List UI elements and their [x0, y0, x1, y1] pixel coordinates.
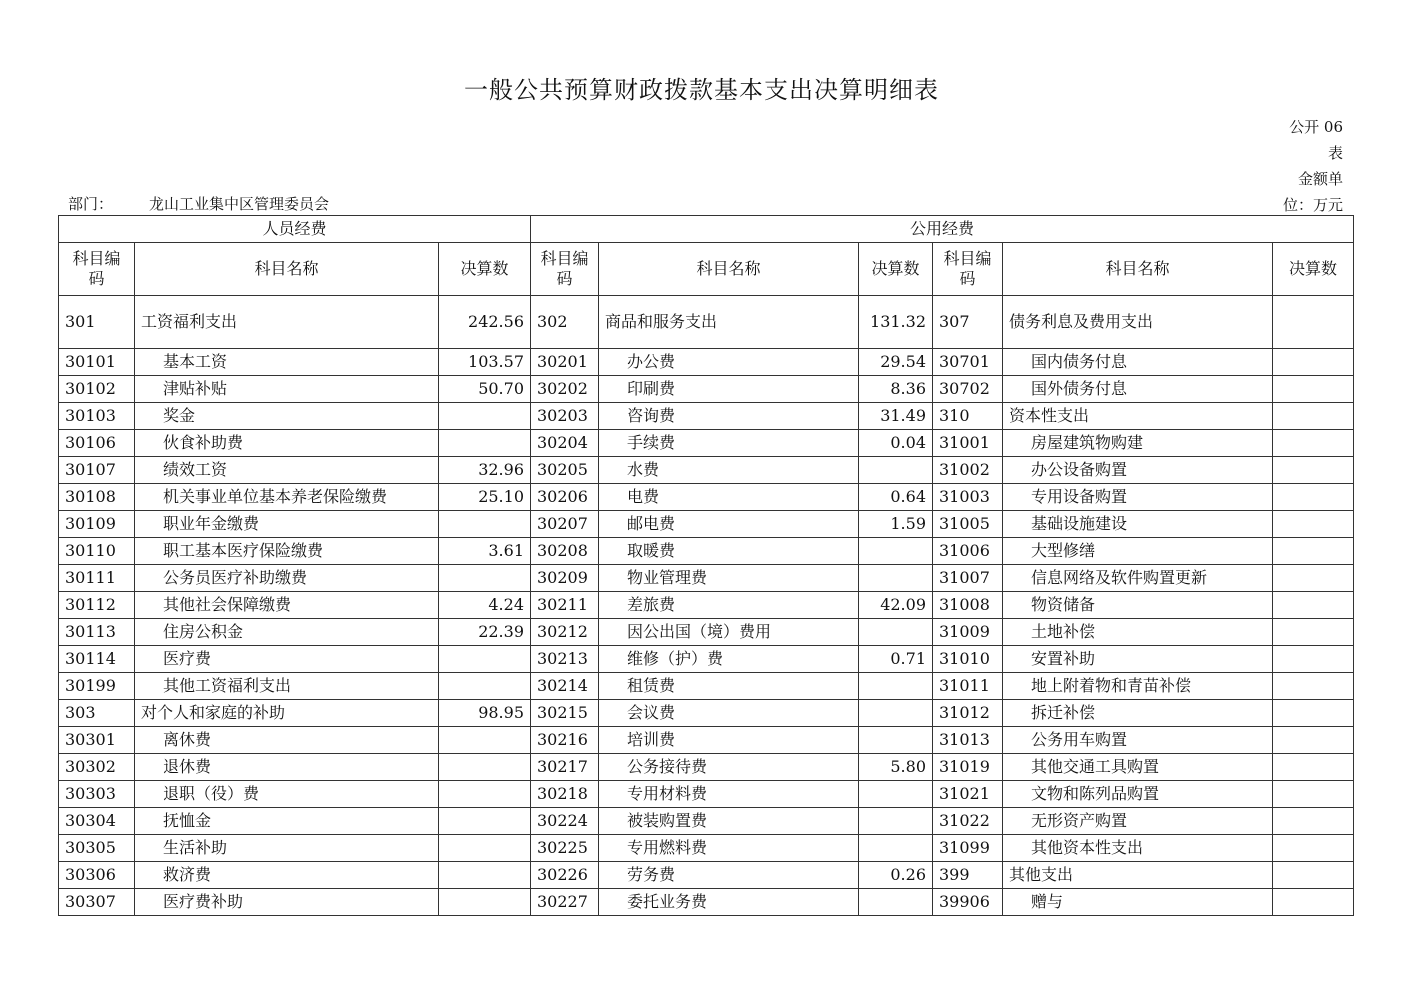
cell-amount1 — [439, 808, 531, 835]
cell-amount3 — [1273, 376, 1354, 403]
cell-name2: 专用燃料费 — [599, 835, 859, 862]
cell-amount1 — [439, 673, 531, 700]
cell-amount2 — [859, 457, 933, 484]
cell-amount3 — [1273, 835, 1354, 862]
cell-code1: 301 — [59, 296, 135, 349]
group-personnel: 人员经费 — [59, 216, 531, 243]
cell-code3: 399 — [933, 862, 1003, 889]
cell-code2: 30226 — [531, 862, 599, 889]
cell-name3: 债务利息及费用支出 — [1003, 296, 1273, 349]
cell-amount2 — [859, 835, 933, 862]
cell-name3: 办公设备购置 — [1003, 457, 1273, 484]
cell-amount3 — [1273, 565, 1354, 592]
cell-name1: 医疗费 — [135, 646, 439, 673]
cell-code3: 31007 — [933, 565, 1003, 592]
cell-name2: 因公出国（境）费用 — [599, 619, 859, 646]
cell-name3: 安置补助 — [1003, 646, 1273, 673]
cell-code2: 30203 — [531, 403, 599, 430]
cell-name1: 其他社会保障缴费 — [135, 592, 439, 619]
table-row — [59, 700, 1354, 727]
cell-amount1 — [439, 781, 531, 808]
cell-code1: 30111 — [59, 565, 135, 592]
cell-name3: 其他交通工具购置 — [1003, 754, 1273, 781]
cell-name1: 退休费 — [135, 754, 439, 781]
cell-name3: 物资储备 — [1003, 592, 1273, 619]
unit-line1: 金额单 — [1297, 170, 1343, 188]
cell-amount3 — [1273, 700, 1354, 727]
cell-name2: 维修（护）费 — [599, 646, 859, 673]
cell-amount3 — [1273, 430, 1354, 457]
table-row — [59, 592, 1354, 619]
cell-code2: 30204 — [531, 430, 599, 457]
cell-code3: 31002 — [933, 457, 1003, 484]
cell-code1: 30303 — [59, 781, 135, 808]
department-label: 部门： — [68, 195, 114, 213]
cell-name2: 公务接待费 — [599, 754, 859, 781]
cell-name3: 大型修缮 — [1003, 538, 1273, 565]
cell-code2: 30209 — [531, 565, 599, 592]
header-amount2: 决算数 — [859, 243, 933, 296]
table-row — [59, 538, 1354, 565]
table-row — [59, 430, 1354, 457]
cell-name3: 拆迁补偿 — [1003, 700, 1273, 727]
cell-name2: 印刷费 — [599, 376, 859, 403]
cell-code2: 30211 — [531, 592, 599, 619]
cell-amount1 — [439, 754, 531, 781]
cell-code1: 30302 — [59, 754, 135, 781]
cell-name1: 伙食补助费 — [135, 430, 439, 457]
cell-amount3 — [1273, 538, 1354, 565]
cell-amount1 — [439, 889, 531, 916]
cell-name3: 其他支出 — [1003, 862, 1273, 889]
header-code2: 科目编码 — [531, 243, 599, 296]
cell-amount1: 3.61 — [439, 538, 531, 565]
cell-name2: 专用材料费 — [599, 781, 859, 808]
cell-code2: 30201 — [531, 349, 599, 376]
unit-line2: 位：万元 — [1282, 196, 1343, 214]
group-header-row — [59, 216, 1354, 243]
cell-code1: 303 — [59, 700, 135, 727]
cell-code1: 30199 — [59, 673, 135, 700]
cell-amount3 — [1273, 889, 1354, 916]
cell-code3: 30701 — [933, 349, 1003, 376]
cell-amount1 — [439, 403, 531, 430]
cell-amount1: 98.95 — [439, 700, 531, 727]
cell-code2: 30213 — [531, 646, 599, 673]
cell-name1: 离休费 — [135, 727, 439, 754]
cell-name1: 职业年金缴费 — [135, 511, 439, 538]
cell-code1: 30306 — [59, 862, 135, 889]
table-row — [59, 646, 1354, 673]
cell-amount1: 4.24 — [439, 592, 531, 619]
cell-name1: 退职（役）费 — [135, 781, 439, 808]
cell-amount2: 0.04 — [859, 430, 933, 457]
cell-code3: 31019 — [933, 754, 1003, 781]
cell-amount2: 5.80 — [859, 754, 933, 781]
cell-name3: 资本性支出 — [1003, 403, 1273, 430]
cell-code2: 30218 — [531, 781, 599, 808]
cell-amount2: 31.49 — [859, 403, 933, 430]
cell-amount1: 32.96 — [439, 457, 531, 484]
cell-amount3 — [1273, 511, 1354, 538]
cell-name3: 公务用车购置 — [1003, 727, 1273, 754]
cell-amount3 — [1273, 619, 1354, 646]
cell-code2: 30212 — [531, 619, 599, 646]
table-row — [59, 376, 1354, 403]
cell-name1: 基本工资 — [135, 349, 439, 376]
cell-amount2: 42.09 — [859, 592, 933, 619]
cell-code1: 30307 — [59, 889, 135, 916]
cell-name3: 土地补偿 — [1003, 619, 1273, 646]
cell-amount3 — [1273, 754, 1354, 781]
cell-amount3 — [1273, 484, 1354, 511]
cell-amount2: 0.26 — [859, 862, 933, 889]
cell-code2: 30227 — [531, 889, 599, 916]
cell-code1: 30109 — [59, 511, 135, 538]
group-public: 公用经费 — [531, 216, 1354, 243]
cell-amount3 — [1273, 403, 1354, 430]
cell-amount2 — [859, 673, 933, 700]
cell-name2: 电费 — [599, 484, 859, 511]
cell-amount2: 131.32 — [859, 296, 933, 349]
cell-code1: 30108 — [59, 484, 135, 511]
cell-code1: 30107 — [59, 457, 135, 484]
cell-code1: 30114 — [59, 646, 135, 673]
cell-code3: 31001 — [933, 430, 1003, 457]
table-row — [59, 565, 1354, 592]
header-amount1: 决算数 — [439, 243, 531, 296]
cell-amount1 — [439, 862, 531, 889]
cell-amount2 — [859, 781, 933, 808]
table-row — [59, 484, 1354, 511]
table-row — [59, 835, 1354, 862]
cell-code2: 30205 — [531, 457, 599, 484]
cell-code2: 30216 — [531, 727, 599, 754]
header-code1: 科目编码 — [59, 243, 135, 296]
cell-name3: 其他资本性支出 — [1003, 835, 1273, 862]
cell-code1: 30304 — [59, 808, 135, 835]
table-row — [59, 457, 1354, 484]
table-row — [59, 754, 1354, 781]
table-row — [59, 349, 1354, 376]
cell-code3: 31021 — [933, 781, 1003, 808]
cell-amount1 — [439, 430, 531, 457]
table-row — [59, 889, 1354, 916]
cell-code1: 30305 — [59, 835, 135, 862]
cell-amount1 — [439, 727, 531, 754]
cell-name3: 文物和陈列品购置 — [1003, 781, 1273, 808]
cell-amount3 — [1273, 862, 1354, 889]
cell-amount2: 8.36 — [859, 376, 933, 403]
header-name1: 科目名称 — [135, 243, 439, 296]
cell-amount2 — [859, 808, 933, 835]
cell-name2: 差旅费 — [599, 592, 859, 619]
cell-code3: 31006 — [933, 538, 1003, 565]
cell-amount1 — [439, 646, 531, 673]
cell-name2: 物业管理费 — [599, 565, 859, 592]
cell-name1: 职工基本医疗保险缴费 — [135, 538, 439, 565]
cell-code3: 31012 — [933, 700, 1003, 727]
cell-name1: 住房公积金 — [135, 619, 439, 646]
cell-name3: 赠与 — [1003, 889, 1273, 916]
cell-code1: 30301 — [59, 727, 135, 754]
header-amount3: 决算数 — [1273, 243, 1354, 296]
cell-code3: 31010 — [933, 646, 1003, 673]
cell-code2: 30217 — [531, 754, 599, 781]
cell-code2: 30215 — [531, 700, 599, 727]
cell-code1: 30110 — [59, 538, 135, 565]
cell-code1: 30112 — [59, 592, 135, 619]
cell-amount1: 103.57 — [439, 349, 531, 376]
cell-code3: 31008 — [933, 592, 1003, 619]
cell-amount2 — [859, 565, 933, 592]
cell-name3: 基础设施建设 — [1003, 511, 1273, 538]
cell-amount2 — [859, 619, 933, 646]
cell-code2: 302 — [531, 296, 599, 349]
cell-code2: 30225 — [531, 835, 599, 862]
department — [68, 193, 329, 214]
table-row — [59, 727, 1354, 754]
cell-name1: 绩效工资 — [135, 457, 439, 484]
cell-name1: 生活补助 — [135, 835, 439, 862]
cell-amount1 — [439, 835, 531, 862]
table-row — [59, 619, 1354, 646]
cell-code3: 31022 — [933, 808, 1003, 835]
cell-code2: 30224 — [531, 808, 599, 835]
form-number-line1: 公开 06 — [1289, 118, 1343, 136]
cell-amount3 — [1273, 727, 1354, 754]
cell-name1: 医疗费补助 — [135, 889, 439, 916]
cell-name1: 奖金 — [135, 403, 439, 430]
cell-name2: 手续费 — [599, 430, 859, 457]
form-number-line2: 表 — [1327, 144, 1343, 162]
cell-name1: 机关事业单位基本养老保险缴费 — [135, 484, 439, 511]
cell-code1: 30102 — [59, 376, 135, 403]
table-row — [59, 673, 1354, 700]
cell-name3: 国外债务付息 — [1003, 376, 1273, 403]
expenditure-table — [58, 215, 1354, 916]
cell-amount3 — [1273, 592, 1354, 619]
cell-name1: 其他工资福利支出 — [135, 673, 439, 700]
cell-name1: 公务员医疗补助缴费 — [135, 565, 439, 592]
cell-code3: 31009 — [933, 619, 1003, 646]
cell-code3: 307 — [933, 296, 1003, 349]
table-row — [59, 511, 1354, 538]
cell-amount1 — [439, 565, 531, 592]
cell-amount3 — [1273, 457, 1354, 484]
cell-amount3 — [1273, 646, 1354, 673]
cell-name2: 委托业务费 — [599, 889, 859, 916]
table-row — [59, 403, 1354, 430]
cell-code1: 30101 — [59, 349, 135, 376]
cell-code3: 310 — [933, 403, 1003, 430]
cell-code3: 31099 — [933, 835, 1003, 862]
cell-name2: 商品和服务支出 — [599, 296, 859, 349]
cell-amount2: 1.59 — [859, 511, 933, 538]
cell-name2: 租赁费 — [599, 673, 859, 700]
cell-name3: 地上附着物和青苗补偿 — [1003, 673, 1273, 700]
cell-code1: 30103 — [59, 403, 135, 430]
cell-amount2: 0.64 — [859, 484, 933, 511]
cell-name1: 对个人和家庭的补助 — [135, 700, 439, 727]
table-row — [59, 296, 1354, 349]
cell-amount2 — [859, 538, 933, 565]
cell-amount2 — [859, 727, 933, 754]
cell-amount3 — [1273, 349, 1354, 376]
cell-name1: 津贴补贴 — [135, 376, 439, 403]
cell-name2: 培训费 — [599, 727, 859, 754]
cell-amount2: 29.54 — [859, 349, 933, 376]
cell-name2: 水费 — [599, 457, 859, 484]
cell-amount3 — [1273, 808, 1354, 835]
cell-amount1: 25.10 — [439, 484, 531, 511]
page-title: 一般公共预算财政拨款基本支出决算明细表 — [464, 76, 939, 104]
cell-name1: 救济费 — [135, 862, 439, 889]
header-code3: 科目编码 — [933, 243, 1003, 296]
cell-name2: 会议费 — [599, 700, 859, 727]
cell-code3: 30702 — [933, 376, 1003, 403]
cell-name1: 抚恤金 — [135, 808, 439, 835]
cell-code3: 31003 — [933, 484, 1003, 511]
cell-code3: 31005 — [933, 511, 1003, 538]
cell-amount1: 50.70 — [439, 376, 531, 403]
cell-name2: 劳务费 — [599, 862, 859, 889]
cell-amount3 — [1273, 781, 1354, 808]
cell-name2: 办公费 — [599, 349, 859, 376]
cell-code3: 31013 — [933, 727, 1003, 754]
cell-name3: 无形资产购置 — [1003, 808, 1273, 835]
cell-code2: 30214 — [531, 673, 599, 700]
cell-amount1: 242.56 — [439, 296, 531, 349]
cell-name2: 取暖费 — [599, 538, 859, 565]
cell-amount2 — [859, 700, 933, 727]
table-row — [59, 781, 1354, 808]
cell-code3: 39906 — [933, 889, 1003, 916]
cell-name2: 咨询费 — [599, 403, 859, 430]
table-row — [59, 808, 1354, 835]
cell-amount1: 22.39 — [439, 619, 531, 646]
cell-name3: 信息网络及软件购置更新 — [1003, 565, 1273, 592]
department-name: 龙山工业集中区管理委员会 — [149, 195, 330, 213]
table-row — [59, 862, 1354, 889]
cell-code1: 30113 — [59, 619, 135, 646]
cell-name2: 邮电费 — [599, 511, 859, 538]
cell-name3: 房屋建筑物购建 — [1003, 430, 1273, 457]
header-name2: 科目名称 — [599, 243, 859, 296]
cell-name3: 国内债务付息 — [1003, 349, 1273, 376]
cell-code2: 30208 — [531, 538, 599, 565]
cell-amount2 — [859, 889, 933, 916]
cell-name2: 被装购置费 — [599, 808, 859, 835]
cell-amount3 — [1273, 673, 1354, 700]
cell-amount1 — [439, 511, 531, 538]
column-header-row — [59, 243, 1354, 296]
cell-amount3 — [1273, 296, 1354, 349]
cell-code1: 30106 — [59, 430, 135, 457]
cell-name3: 专用设备购置 — [1003, 484, 1273, 511]
cell-name1: 工资福利支出 — [135, 296, 439, 349]
cell-code2: 30206 — [531, 484, 599, 511]
header-name3: 科目名称 — [1003, 243, 1273, 296]
cell-code2: 30207 — [531, 511, 599, 538]
cell-amount2: 0.71 — [859, 646, 933, 673]
cell-code2: 30202 — [531, 376, 599, 403]
cell-code3: 31011 — [933, 673, 1003, 700]
